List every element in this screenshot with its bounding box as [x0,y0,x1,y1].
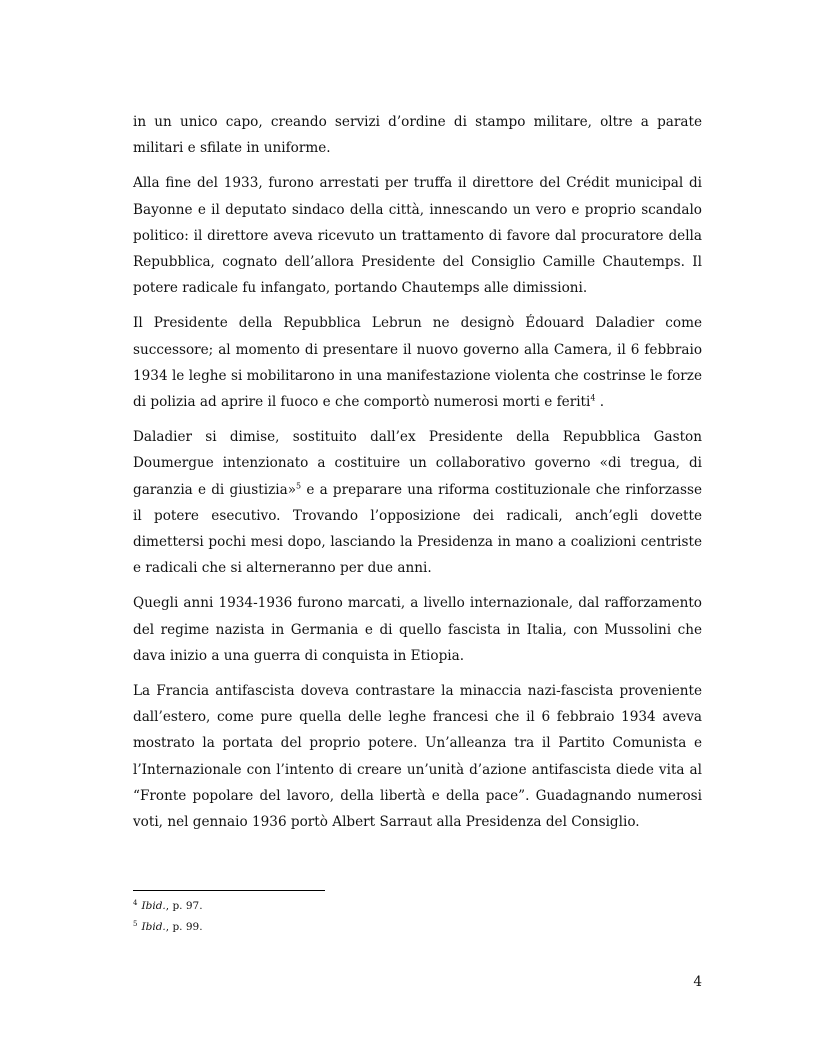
paragraph-5 [133,590,702,669]
footnote-reference-4[interactable]: 4 [590,393,596,403]
paragraph-text-continued: . [595,394,605,411]
paragraph-text: Il Presidente della Repubblica Lebrun ne designò Édouard Daladier come successore; al momento di presentare il nuovo governo alla Camera, il 6 febbraio 1934 le leghe si mobilitarono in una manifestazione violenta che costrinse le forze di polizia ad aprire il fuoco e che comportò numerosi morti e feriti [133,315,702,411]
footnotes [133,896,702,938]
footnote-reference-5[interactable]: 5 [296,481,302,491]
footnote-source: Ibid. [141,900,166,912]
footnote-4 [133,896,702,917]
paragraph-4 [133,424,702,581]
paragraph-6 [133,678,702,835]
footnote-5 [133,917,702,938]
footnote-separator [133,890,325,891]
paragraph-text: Alla fine del 1933, furono arrestati per truffa il direttore del Crédit municipal di Bayonne e il deputato sindaco della città, innescando un vero e proprio scandalo politico: il direttore aveva ricevuto un trattamento di favore dal procuratore della Repubblica, cognato dell’allora Presidente del Consiglio Camille Chautemps. Il potere radicale fu infangato, portando Chautemps alle dimissioni. [133,175,702,297]
footnote-mark: 4 [133,898,138,907]
paragraph-text: in un unico capo, creando servizi d’ordine di stampo militare, oltre a parate militari e sfilate in uniforme. [133,114,702,157]
footnote-source: Ibid. [141,921,166,933]
footnote-mark: 5 [133,919,138,928]
body-text [133,109,702,844]
paragraph-text: La Francia antifascista doveva contrastare la minaccia nazi-fascista proveniente dall’estero, come pure quella delle leghe francesi che il 6 febbraio 1934 aveva mostrato la portata del proprio potere. Un’alleanza tra il Partito Comunista e l’Internazionale con l’intento di creare un’unità d’azione antifascista diede vita al “Fronte popolare del lavoro, della libertà e della pace”. Guadagnando numerosi voti, nel gennaio 1936 portò Albert Sarraut alla Presidenza del Consiglio. [133,683,702,831]
footnote-page: , p. 97. [165,900,203,912]
paragraph-3 [133,310,702,415]
paragraph-text: Quegli anni 1934-1936 furono marcati, a livello internazionale, dal rafforzamento del regime nazista in Germania e di quello fascista in Italia, con Mussolini che dava inizio a una guerra di conquista in Etiopia. [133,595,702,664]
page-number: 4 [693,974,702,990]
paragraph-1 [133,109,702,161]
paragraph-text-continued: e a preparare una riforma costituzionale che rinforzasse il potere esecutivo. Trovando l’opposizione dei radicali, anch’egli dovette dimettersi pochi mesi dopo, lasciando la Presidenza in mano a coalizioni centriste e radicali che si alterneranno per due anni. [133,481,702,577]
footnote-page: , p. 99. [165,921,203,933]
paragraph-text: Daladier si dimise, sostituito dall’ex Presidente della Repubblica Gaston Doumergue intenzionato a costituire un collaborativo governo «di tregua, di garanzia e di giustizia» [133,429,702,498]
paragraph-2 [133,170,702,301]
